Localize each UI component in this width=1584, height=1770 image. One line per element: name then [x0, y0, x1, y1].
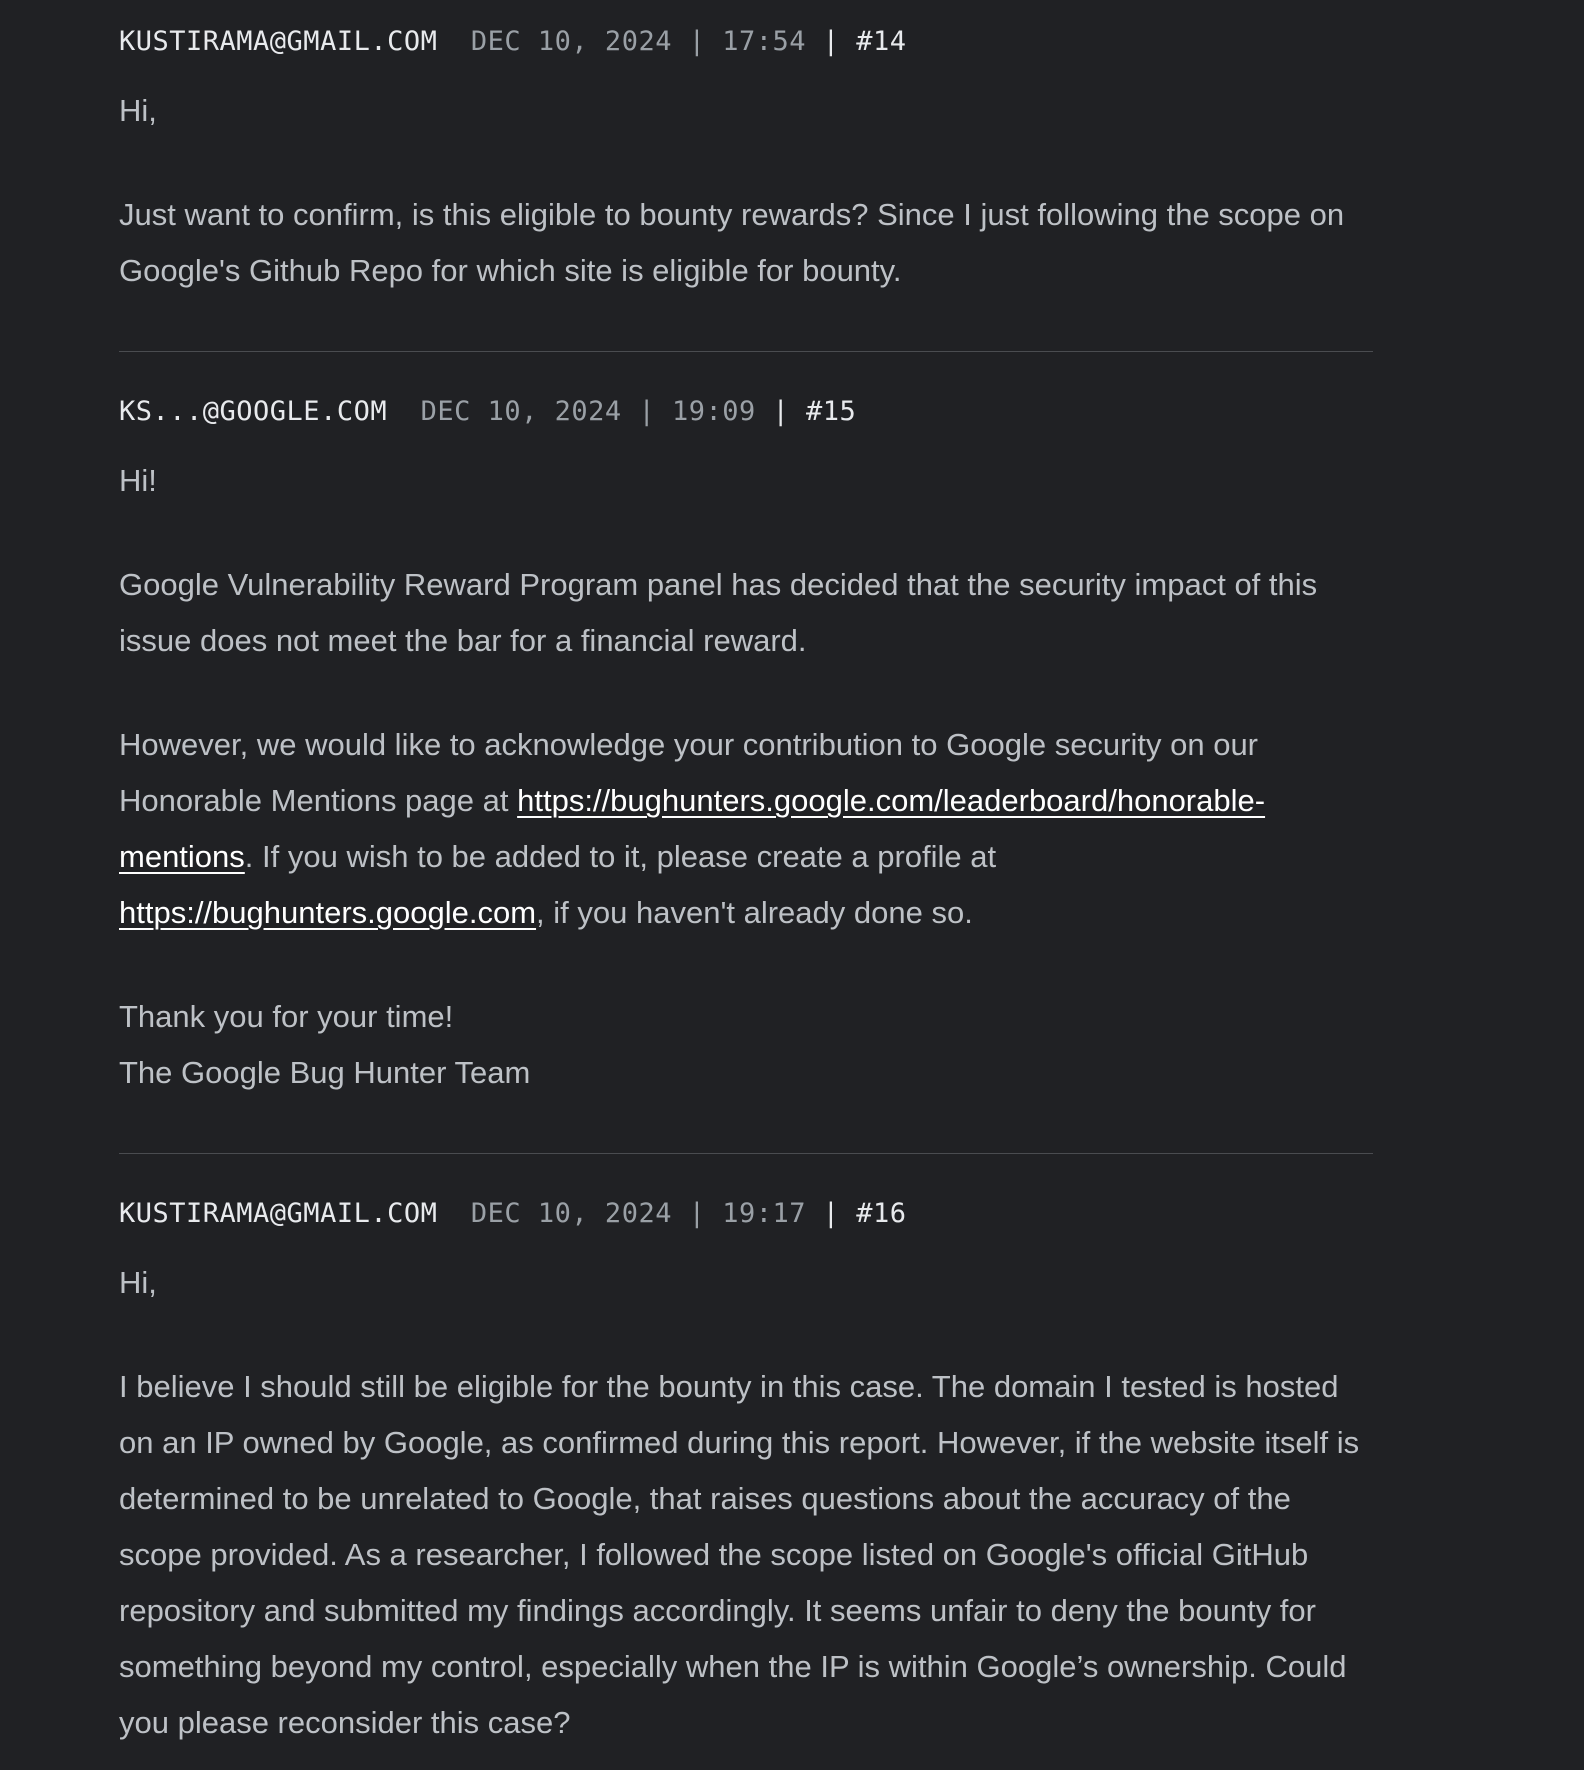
comment-15 [119, 352, 1373, 1101]
comment-body [119, 453, 1373, 1101]
comment-author: KUSTIRAMA@GMAIL.COM [119, 1198, 438, 1229]
comment-separator: | [755, 396, 807, 427]
comment-16 [119, 1154, 1373, 1751]
comment-14 [119, 0, 1373, 299]
comment-author: KUSTIRAMA@GMAIL.COM [119, 26, 438, 57]
comment-paragraph: I believe I should still be eligible for the bounty in this case. The domain I tested is hosted on an IP owned by Google, as confirmed during this report. However, if the website itself is determined to be unrelated to Google, that raises questions about the accuracy of the scope provided. As a researcher, I followed the scope listed on Google's official GitHub repository and submitted my findings accordingly. It seems unfair to deny the bounty for something beyond my control, especially when the IP is within Google’s ownership. Could you please reconsider this case? [119, 1369, 1360, 1740]
comment-body [119, 1255, 1373, 1751]
comment-separator: | [806, 26, 857, 57]
comment-thread [119, 0, 1373, 1751]
comment-greeting: Hi! [119, 463, 157, 498]
comment-number[interactable]: #14 [856, 26, 907, 57]
comment-header [119, 392, 1373, 432]
comment-number[interactable]: #16 [856, 1198, 907, 1229]
comment-greeting: Hi, [119, 93, 157, 128]
comment-header [119, 22, 1373, 62]
comment-author: KS...@GOOGLE.COM [119, 396, 388, 427]
comment-closing: Thank you for your time! [119, 999, 454, 1034]
bughunters-link[interactable]: https://bughunters.google.com [119, 895, 537, 930]
comment-separator: | [806, 1198, 857, 1229]
comment-date: DEC 10, 2024 | 19:17 [470, 1198, 806, 1229]
honorable-mentions-link[interactable]: https://bughunters.google.com/leaderboard/honorable-mentions [119, 783, 1266, 874]
comment-header [119, 1194, 1373, 1234]
comment-date: DEC 10, 2024 | 19:09 [420, 396, 756, 427]
comment-greeting: Hi, [119, 1265, 157, 1300]
comment-date: DEC 10, 2024 | 17:54 [470, 26, 806, 57]
comment-paragraph: Just want to confirm, is this eligible to bounty rewards? Since I just following the scope on Google's Github Repo for which site is eligible for bounty. [119, 197, 1345, 288]
comment-body [119, 83, 1373, 299]
comment-paragraph: Google Vulnerability Reward Program panel has decided that the security impact of this issue does not meet the bar for a financial reward. [119, 567, 1318, 658]
comment-number[interactable]: #15 [806, 396, 857, 427]
comment-paragraph: However, we would like to acknowledge your contribution to Google security on our Honorable Mentions page at https://bughunters.google.com/leaderboard/honorable-mentions. If you wish to be added to it, please create a profile at https://bughunters.google.com, if you haven't already done so. [119, 727, 1266, 930]
comment-signature: The Google Bug Hunter Team [119, 1055, 531, 1090]
